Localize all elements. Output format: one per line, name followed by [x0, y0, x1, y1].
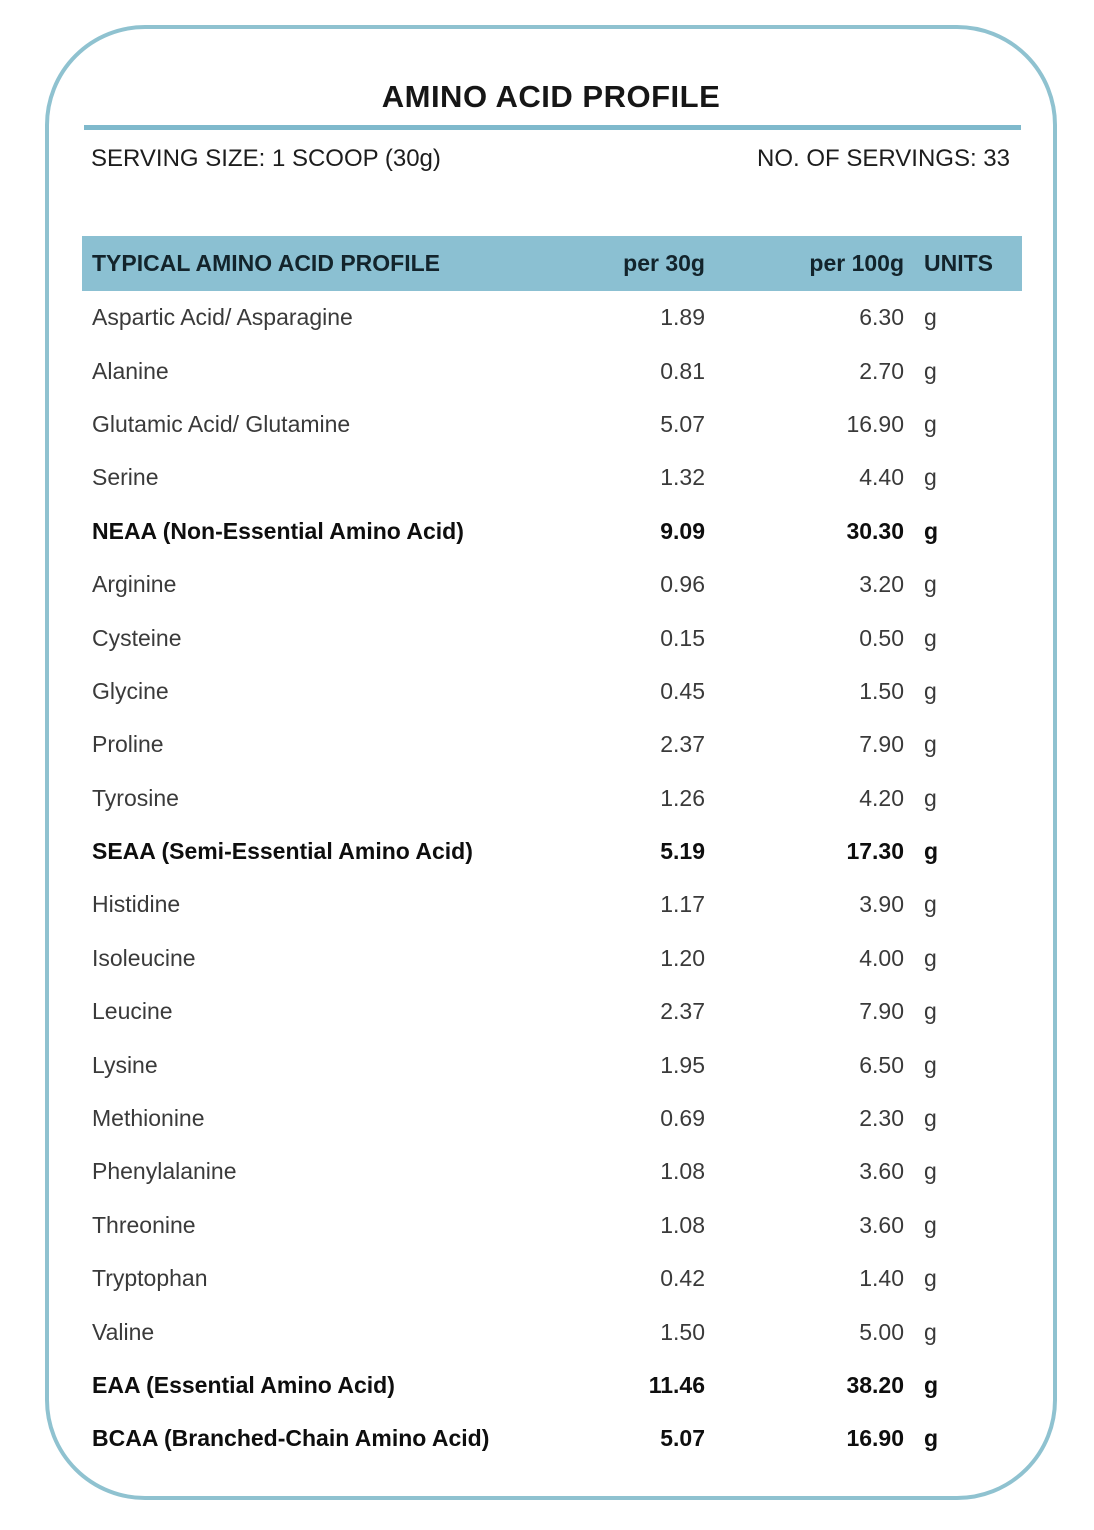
- header-units-column: UNITS: [924, 250, 993, 276]
- table-row: [82, 291, 1022, 344]
- servings-count-label: NO. OF SERVINGS: 33: [757, 145, 1010, 172]
- page-title: AMINO ACID PROFILE: [381, 79, 721, 114]
- unit-value: g: [924, 1265, 937, 1292]
- per-100g-value: 38.20: [846, 1372, 904, 1398]
- unit-value: g: [924, 731, 937, 758]
- table-row: [82, 1412, 1022, 1465]
- amino-acid-name: Glycine: [92, 677, 169, 704]
- amino-acid-table: [82, 236, 1022, 1466]
- amino-acid-name: Lysine: [92, 1051, 158, 1078]
- amino-acid-name: Phenylalanine: [92, 1158, 237, 1185]
- unit-value: g: [924, 1425, 939, 1452]
- table-row: [82, 665, 1022, 718]
- per-30g-value: 0.45: [660, 677, 705, 704]
- per-30g-value: 2.37: [660, 731, 705, 758]
- per-30g-value: 1.89: [660, 304, 705, 331]
- per-100g-value: 3.90: [859, 891, 904, 918]
- amino-acid-name: Proline: [92, 731, 164, 758]
- unit-value: g: [924, 677, 937, 704]
- table-row: [82, 932, 1022, 985]
- header-per-100g-column: per 100g: [809, 250, 904, 276]
- unit-value: g: [924, 571, 937, 598]
- per-30g-value: 0.69: [660, 1105, 705, 1132]
- per-100g-value: 17.30: [846, 838, 904, 865]
- amino-acid-name: EAA (Essential Amino Acid): [92, 1372, 395, 1398]
- table-row: [82, 985, 1022, 1038]
- per-30g-value: 5.07: [660, 410, 705, 437]
- per-100g-value: 0.50: [859, 624, 904, 651]
- table-row: [82, 1145, 1022, 1198]
- unit-value: g: [924, 891, 937, 918]
- per-30g-value: 9.09: [660, 517, 705, 544]
- per-30g-value: 1.08: [660, 1158, 705, 1185]
- unit-value: g: [924, 1211, 937, 1238]
- per-100g-value: 6.50: [859, 1051, 904, 1078]
- amino-acid-name: Cysteine: [92, 624, 182, 651]
- amino-acid-name: Tyrosine: [92, 784, 179, 811]
- per-100g-value: 6.30: [859, 304, 904, 331]
- table-row: [82, 344, 1022, 397]
- per-30g-value: 1.95: [660, 1051, 705, 1078]
- table-row: [82, 505, 1022, 558]
- amino-acid-name: Alanine: [92, 357, 169, 384]
- per-30g-value: 0.96: [660, 571, 705, 598]
- unit-value: g: [924, 1105, 937, 1132]
- per-100g-value: 5.00: [859, 1318, 904, 1345]
- per-100g-value: 7.90: [859, 998, 904, 1025]
- unit-value: g: [924, 1318, 937, 1345]
- per-30g-value: 5.19: [660, 838, 705, 865]
- table-row: [82, 558, 1022, 611]
- table-row: [82, 398, 1022, 451]
- amino-acid-name: NEAA (Non-Essential Amino Acid): [92, 517, 464, 544]
- table-row: [82, 451, 1022, 504]
- per-30g-value: 5.07: [660, 1425, 705, 1452]
- unit-value: g: [924, 998, 937, 1025]
- amino-acid-name: Serine: [92, 464, 159, 491]
- per-100g-value: 1.50: [859, 677, 904, 704]
- per-100g-value: 16.90: [846, 1425, 904, 1452]
- table-row: [82, 825, 1022, 878]
- unit-value: g: [924, 944, 937, 971]
- unit-value: g: [924, 838, 939, 865]
- serving-size-label: SERVING SIZE: 1 SCOOP (30g): [91, 145, 441, 172]
- unit-value: g: [924, 517, 939, 544]
- table-row: [82, 1038, 1022, 1091]
- unit-value: g: [924, 1158, 937, 1185]
- amino-acid-name: Tryptophan: [92, 1265, 208, 1292]
- unit-value: g: [924, 357, 937, 384]
- per-100g-value: 4.00: [859, 944, 904, 971]
- per-30g-value: 1.50: [660, 1318, 705, 1345]
- unit-value: g: [924, 624, 937, 651]
- per-30g-value: 1.32: [660, 464, 705, 491]
- amino-acid-name: Aspartic Acid/ Asparagine: [92, 304, 353, 331]
- amino-acid-name: Isoleucine: [92, 944, 196, 971]
- serving-info-row: [91, 141, 1010, 177]
- table-header-row: [82, 236, 1022, 291]
- per-30g-value: 1.08: [660, 1211, 705, 1238]
- table-row: [82, 611, 1022, 664]
- per-100g-value: 4.40: [859, 464, 904, 491]
- per-100g-value: 4.20: [859, 784, 904, 811]
- per-100g-value: 3.20: [859, 571, 904, 598]
- per-30g-value: 0.15: [660, 624, 705, 651]
- table-body: [82, 291, 1022, 1466]
- unit-value: g: [924, 1372, 939, 1398]
- per-100g-value: 3.60: [859, 1211, 904, 1238]
- unit-value: g: [924, 410, 937, 437]
- header-per-30g-column: per 30g: [623, 250, 705, 276]
- table-row: [82, 1305, 1022, 1358]
- per-30g-value: 2.37: [660, 998, 705, 1025]
- amino-acid-name: Valine: [92, 1318, 155, 1345]
- title-divider: [84, 125, 1021, 130]
- table-row: [82, 718, 1022, 771]
- per-30g-value: 1.26: [660, 784, 705, 811]
- unit-value: g: [924, 304, 937, 331]
- per-30g-value: 1.17: [660, 891, 705, 918]
- per-30g-value: 0.81: [660, 357, 705, 384]
- per-30g-value: 11.46: [648, 1372, 705, 1398]
- table-row: [82, 772, 1022, 825]
- table-row: [82, 1252, 1022, 1305]
- per-100g-value: 1.40: [859, 1265, 904, 1292]
- unit-value: g: [924, 784, 937, 811]
- amino-acid-name: Glutamic Acid/ Glutamine: [92, 410, 351, 437]
- per-100g-value: 16.90: [846, 410, 904, 437]
- per-30g-value: 0.42: [660, 1265, 705, 1292]
- unit-value: g: [924, 1051, 937, 1078]
- amino-acid-name: SEAA (Semi-Essential Amino Acid): [92, 838, 473, 865]
- per-100g-value: 2.70: [859, 357, 904, 384]
- table-row: [82, 878, 1022, 931]
- per-100g-value: 2.30: [859, 1105, 904, 1132]
- per-100g-value: 7.90: [859, 731, 904, 758]
- amino-acid-name: Threonine: [92, 1211, 196, 1238]
- label-card: [45, 25, 1057, 1500]
- table-row: [82, 1359, 1022, 1412]
- amino-acid-name: Histidine: [92, 891, 181, 918]
- per-30g-value: 1.20: [660, 944, 705, 971]
- amino-acid-name: Arginine: [92, 571, 177, 598]
- amino-acid-name: Methionine: [92, 1105, 205, 1132]
- per-100g-value: 3.60: [859, 1158, 904, 1185]
- per-100g-value: 30.30: [846, 517, 904, 544]
- table-row: [82, 1092, 1022, 1145]
- unit-value: g: [924, 464, 937, 491]
- table-row: [82, 1199, 1022, 1252]
- header-profile-column: TYPICAL AMINO ACID PROFILE: [92, 250, 440, 276]
- amino-acid-name: Leucine: [92, 998, 173, 1025]
- amino-acid-name: BCAA (Branched-Chain Amino Acid): [92, 1425, 490, 1452]
